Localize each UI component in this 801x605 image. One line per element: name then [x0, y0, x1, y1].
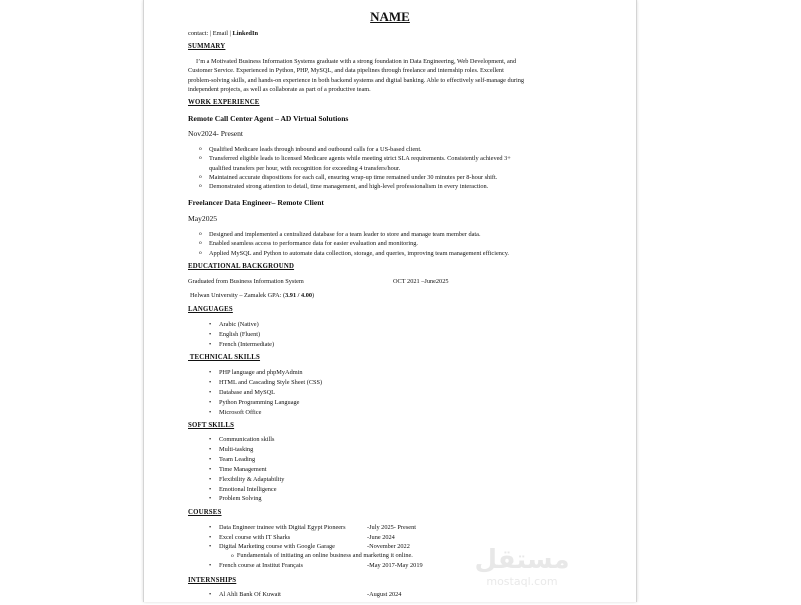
- list-item: • French (Intermediate): [209, 340, 569, 350]
- list-item: • Problem Solving: [209, 494, 569, 504]
- work-heading: WORK EXPERIENCE: [188, 99, 260, 106]
- education-dates: OCT 2021 –June2025: [393, 278, 449, 285]
- resume-page: [143, 0, 637, 602]
- list-item: • Time Management: [209, 465, 569, 475]
- list-item: [199, 164, 589, 173]
- internship-name: Al Ahli Bank Of Kuwait: [219, 591, 281, 598]
- linkedin-link[interactable]: LinkedIn: [232, 30, 259, 37]
- languages-heading: LANGUAGES: [188, 306, 233, 313]
- list-item: o Transferred eligible leads to licensed Medicare agents while meeting strict SLA requirements. Consistently achieved 3+: [199, 154, 589, 163]
- education-school: [190, 292, 314, 299]
- list-item: • Microsoft Office: [209, 408, 569, 418]
- list-item: o Designed and implemented a centralized database for a team leader to store and manage team member data.: [199, 230, 589, 239]
- summary-line: independent projects, as well as collaborate as part of a productive team.: [188, 85, 371, 93]
- contact-prefix: contact: | Email |: [188, 30, 231, 37]
- course-sub-item: o Fundamentals of initiating an online business and marketing it online.: [231, 552, 413, 559]
- gpa-close: ): [312, 292, 315, 299]
- list-item: o Applied MySQL and Python to automate data collection, storage, and queries, improving team management efficiency.: [199, 249, 589, 258]
- list-item: o Enabled seamless access to performance data for easier evaluation and monitoring.: [199, 239, 589, 248]
- soft-skills-heading: SOFT SKILLS: [188, 422, 235, 429]
- courses-heading: COURSES: [188, 509, 222, 516]
- course-name: Digital Marketing course with Google Garage: [219, 543, 335, 551]
- list-item: o Demonstrated strong attention to detail, time management, and high-level professionalism in every interaction.: [199, 182, 589, 191]
- summary-line: I’m a Motivated Business Information Systems graduate with a strong foundation in Data Engineering, Web Development, and: [196, 58, 517, 65]
- internship-date: -August 2024: [367, 591, 402, 598]
- summary-paragraph: [188, 57, 588, 94]
- list-item-continued: qualified transfers per hour, with recognition for exceeding 4 transfers/hour.: [209, 164, 401, 172]
- watermark-latin: mostaql.com: [486, 575, 558, 588]
- education-heading: EDUCATIONAL BACKGROUND: [188, 263, 295, 270]
- summary-line: problem-solving skills, and hands-on experience in both backend systems and digital banking. Able to effectively self-manage during: [188, 76, 524, 84]
- course-date: -June 2024: [367, 533, 395, 541]
- summary-heading: SUMMARY: [188, 43, 226, 50]
- education-degree: Graduated from Business Information System: [188, 278, 304, 285]
- course-name: French course at Institut Français: [219, 562, 303, 569]
- mostaql-watermark: [447, 545, 597, 605]
- watermark-arabic: مستقل: [474, 545, 570, 575]
- list-item: • Emotional Intelligence: [209, 485, 569, 495]
- list-item: • Multi-tasking: [209, 445, 569, 455]
- course-date: -May 2017-May 2019: [367, 562, 423, 569]
- languages-list: [209, 320, 569, 350]
- job-title: Remote Call Center Agent – AD Virtual Solutions: [188, 114, 349, 123]
- contact-line: [188, 30, 258, 37]
- resume-name: NAME: [370, 9, 410, 24]
- internships-heading: INTERNSHIPS: [188, 577, 237, 584]
- school-text: Helwan University – Zamalek GPA: (: [190, 292, 286, 299]
- course-date: -November 2022: [367, 543, 410, 551]
- list-item: o Maintained accurate dispositions for each call, ensuring wrap-up time remained under 30 minutes per 8-hour shift.: [199, 173, 589, 182]
- list-item: • Arabic (Native): [209, 320, 569, 330]
- course-name: Data Engineer trainee with Digital Egypt Pioneers: [219, 524, 346, 531]
- course-sub-text: Fundamentals of initiating an online business and marketing it online.: [236, 552, 413, 559]
- list-item: o Qualified Medicare leads through inbound and outbound calls for a US-based client.: [199, 145, 589, 154]
- course-date: -July 2025- Present: [367, 524, 416, 531]
- job-bullets: [199, 145, 589, 191]
- job-bullets: [199, 230, 589, 258]
- list-item: • Database and MySQL: [209, 388, 569, 398]
- list-item: • Python Programming Language: [209, 398, 569, 408]
- list-item: • English (Fluent): [209, 330, 569, 340]
- gpa-value: 3.91 / 4.00: [285, 292, 313, 299]
- course-name: Excel course with IT Sharks: [219, 533, 291, 541]
- technical-heading: TECHNICAL SKILLS: [188, 354, 261, 361]
- job-title: Freelancer Data Engineer– Remote Client: [188, 198, 324, 207]
- list-item: • Flexibility & Adaptability: [209, 475, 569, 485]
- list-item: [209, 523, 569, 533]
- list-item: • Team Leading: [209, 455, 569, 465]
- list-item: • HTML and Cascading Style Sheet (CSS): [209, 378, 569, 388]
- list-item: • Communication skills: [209, 435, 569, 445]
- list-item: • PHP language and phpMyAdmin: [209, 368, 569, 378]
- soft-skills-list: [209, 435, 569, 504]
- summary-line: Customer Service. Experienced in Python, PHP, MySQL, and data pipelines through freelance and internship roles. Excellent: [188, 67, 504, 75]
- job-date: May2025: [188, 214, 218, 223]
- list-item: [209, 533, 569, 543]
- job-date: Nov2024- Present: [188, 129, 244, 138]
- technical-list: [209, 368, 569, 418]
